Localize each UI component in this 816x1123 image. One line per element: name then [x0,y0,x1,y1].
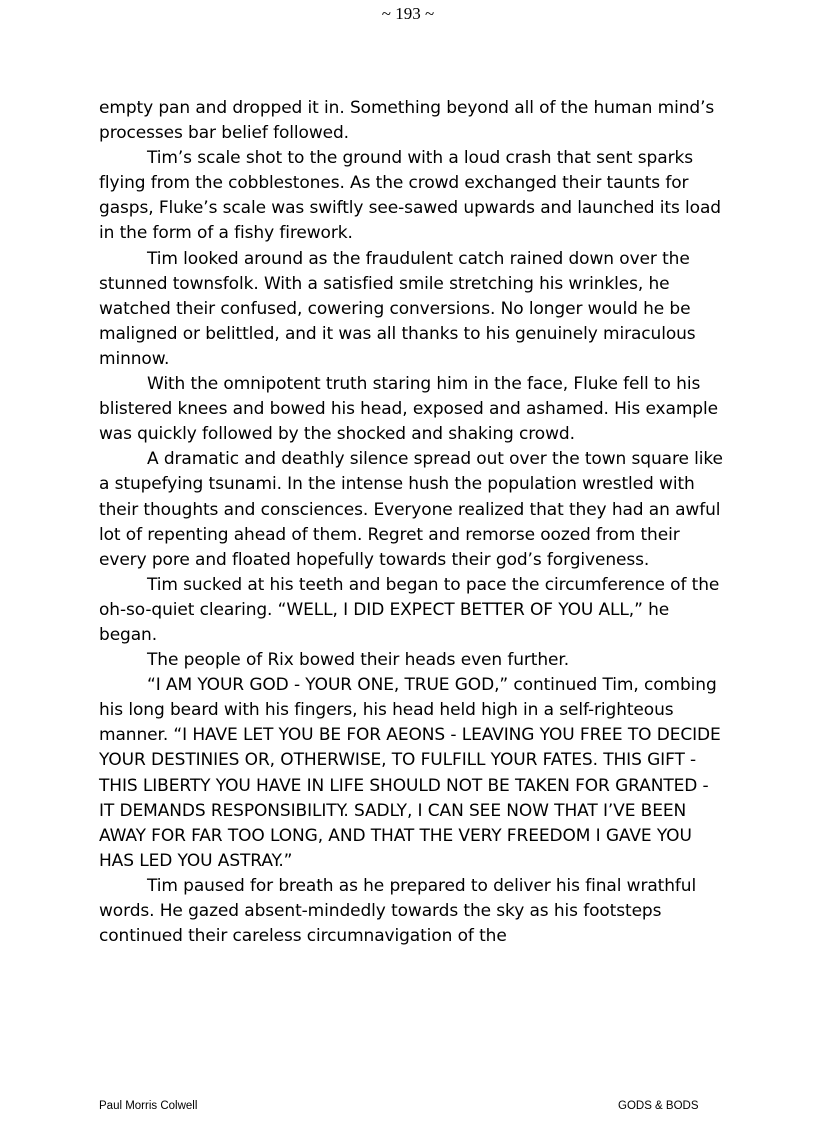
paragraph: A dramatic and deathly silence spread out over the town square like a stupefying tsunami. In the intense hush the population wrestled with their thoughts and consciences. Everyone realized that they had an awful lot of repenting ahead of them. Regret and remorse oozed from their every pore and floated hopefully towards their god’s forgiveness. [99,449,723,570]
page-number: ~ 193 ~ [381,4,435,23]
paragraph: The people of Rix bowed their heads even further. [147,650,570,671]
paragraph: Tim looked around as the fraudulent catch rained down over the stunned townsfolk. With a satisfied smile stretching his wrinkles, he watched their confused, cowering conversions. No longer would he be maligned or belittled, and it was all thanks to his genuinely miraculous minnow. [99,248,696,369]
paragraph: Tim sucked at his teeth and began to pace the circumference of the oh-so-quiet clearing. “WELL, I DID EXPECT BETTER OF YOU ALL,” he began. [99,574,720,645]
body-text [99,96,723,949]
paragraph: Tim paused for breath as he prepared to deliver his final wrathful words. He gazed absent-mindedly towards the sky as his footsteps continued their careless circumnavigation of the [99,875,697,947]
paragraph: Tim’s scale shot to the ground with a loud crash that sent sparks flying from the cobblestones. As the crowd exchanged their taunts for gasps, Fluke’s scale was swiftly see-sawed upwards and launched its load in the form of a fishy firework. [99,148,721,244]
footer-book-title: GODS & BODS [618,1100,699,1112]
footer-author: Paul Morris Colwell [99,1100,198,1112]
paragraph: With the omnipotent truth staring him in the face, Fluke fell to his blistered knees and bowed his head, exposed and ashamed. His example was quickly followed by the shocked and shaking crowd. [99,374,718,445]
paragraph: “I AM YOUR GOD - YOUR ONE, TRUE GOD,” continued Tim, combing his long beard with his fingers, his head held high in a self-righteous manner. “I HAVE LET YOU BE FOR AEONS - LEAVING YOU FREE TO DECIDE YOUR DESTINIES OR, OTHERWISE, TO FULFILL YOUR FATES. THIS GIFT - THIS LIBERTY YOU HAVE IN LIFE SHOULD NOT BE TAKEN FOR GRANTED - IT DEMANDS RESPONSIBILITY. SADLY, I CAN SEE NOW THAT I’VE BEEN AWAY FOR FAR TOO LONG, AND THAT THE VERY FREEDOM I GAVE YOU HAS LED YOU ASTRAY.” [99,675,721,871]
paragraph: empty pan and dropped it in. Something beyond all of the human mind’s processes bar belief followed. [99,98,715,144]
